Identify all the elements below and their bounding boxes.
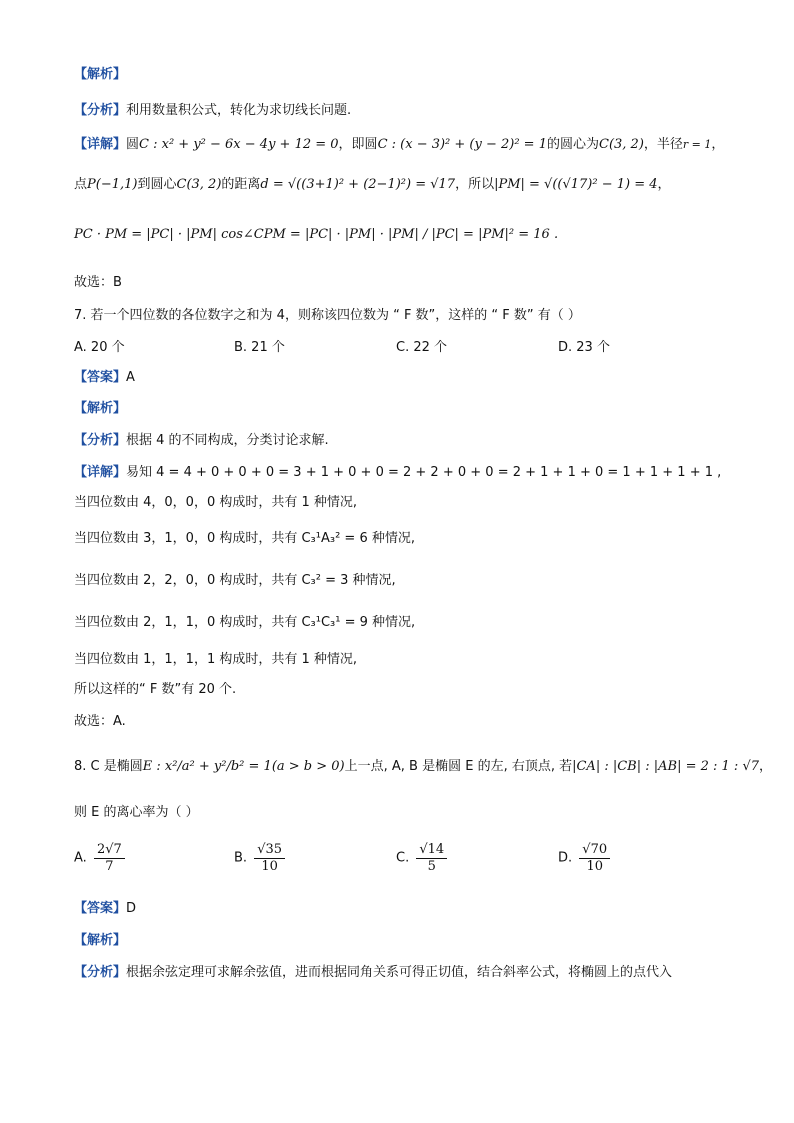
- q8-stem-line-1: 8. C 是椭圆E : x²/a² + y²/b² = 1(a > b > 0)上一点, A, B 是椭圆 E 的左, 右顶点, 若|CA| : |CB| : |AB| = 2 : 1 : √7，: [74, 759, 773, 774]
- q6-detail-line-3: PC · PM = |PC| · |PM| cos∠CPM = |PC| · |PM| · |PM| / |PC| = |PM|² = 16 .: [74, 227, 559, 242]
- q8-answer: 【答案】D: [74, 901, 137, 916]
- q7-summary: 所以这样的“ F 数”有 20 个.: [74, 682, 237, 697]
- q8-option-b-fraction: $\frac{√35}{10}$: [254, 842, 285, 875]
- q6-jiexi-label: 【解析】: [74, 67, 127, 82]
- q8-fenxi: 【分析】根据余弦定理可求解余弦值，进而根据同角关系可得正切值，结合斜率公式，将椭圆上的点代入: [74, 965, 673, 980]
- q8-option-a: A. $\frac{2√7}{7}$: [74, 842, 128, 875]
- q7-option-b: B. 21 个: [234, 340, 285, 355]
- q8-option-c-fraction: $\frac{√14}{5}$: [416, 842, 447, 875]
- q8-option-b: B. $\frac{√35}{10}$: [234, 842, 288, 875]
- q8-option-a-fraction: $\frac{2√7}{7}$: [94, 842, 125, 875]
- q7-fenxi: 【分析】根据 4 的不同构成，分类讨论求解.: [74, 433, 329, 448]
- q7-case-5: 当四位数由 1，1，1，1 构成时，共有 1 种情况,: [74, 652, 358, 667]
- q6-choice: 故选：B: [74, 275, 122, 290]
- q8-option-c: C. $\frac{√14}{5}$: [396, 842, 450, 875]
- q8-stem-line-2: 则 E 的离心率为（ ）: [74, 805, 199, 820]
- q8-jiexi-label: 【解析】: [74, 933, 127, 948]
- q6-detail-line-1: 【详解】圆C : x² + y² − 6x − 4y + 12 = 0，即圆C : (x − 3)² + (y − 2)² = 1的圆心为C(3, 2)，半径r = 1，: [74, 137, 725, 152]
- q7-option-c: C. 22 个: [396, 340, 448, 355]
- q7-case-1: 当四位数由 4，0，0，0 构成时，共有 1 种情况,: [74, 495, 358, 510]
- q7-option-d: D. 23 个: [558, 340, 610, 355]
- q7-case-2: 当四位数由 3，1，0，0 构成时，共有 C₃¹A₃² = 6 种情况,: [74, 531, 415, 546]
- q7-answer: 【答案】A: [74, 370, 135, 385]
- q7-stem: 7. 若一个四位数的各位数字之和为 4，则称该四位数为 “ F 数”，这样的 “ F 数” 有（ ）: [74, 308, 581, 323]
- q6-detail-line-2: 点P(−1,1)到圆心C(3, 2)的距离d = √((3+1)² + (2−1)²) = √17，所以|PM| = √((√17)² − 1) = 4，: [74, 177, 671, 192]
- q8-option-d-fraction: $\frac{√70}{10}$: [579, 842, 610, 875]
- q7-case-4: 当四位数由 2，1，1，0 构成时，共有 C₃¹C₃¹ = 9 种情况,: [74, 615, 416, 630]
- q7-jiexi-label: 【解析】: [74, 401, 127, 416]
- q6-fenxi: 【分析】利用数量积公式，转化为求切线长问题.: [74, 103, 352, 118]
- q7-case-3: 当四位数由 2，2，0，0 构成时，共有 C₃² = 3 种情况,: [74, 573, 396, 588]
- q8-option-d: D. $\frac{√70}{10}$: [558, 842, 613, 875]
- q7-choice: 故选：A.: [74, 714, 126, 729]
- q7-option-a: A. 20 个: [74, 340, 125, 355]
- q7-detail: 【详解】易知 4 = 4 + 0 + 0 + 0 = 3 + 1 + 0 + 0 = 2 + 2 + 0 + 0 = 2 + 1 + 1 + 0 = 1 + 1 + 1 + 1 ,: [74, 465, 722, 480]
